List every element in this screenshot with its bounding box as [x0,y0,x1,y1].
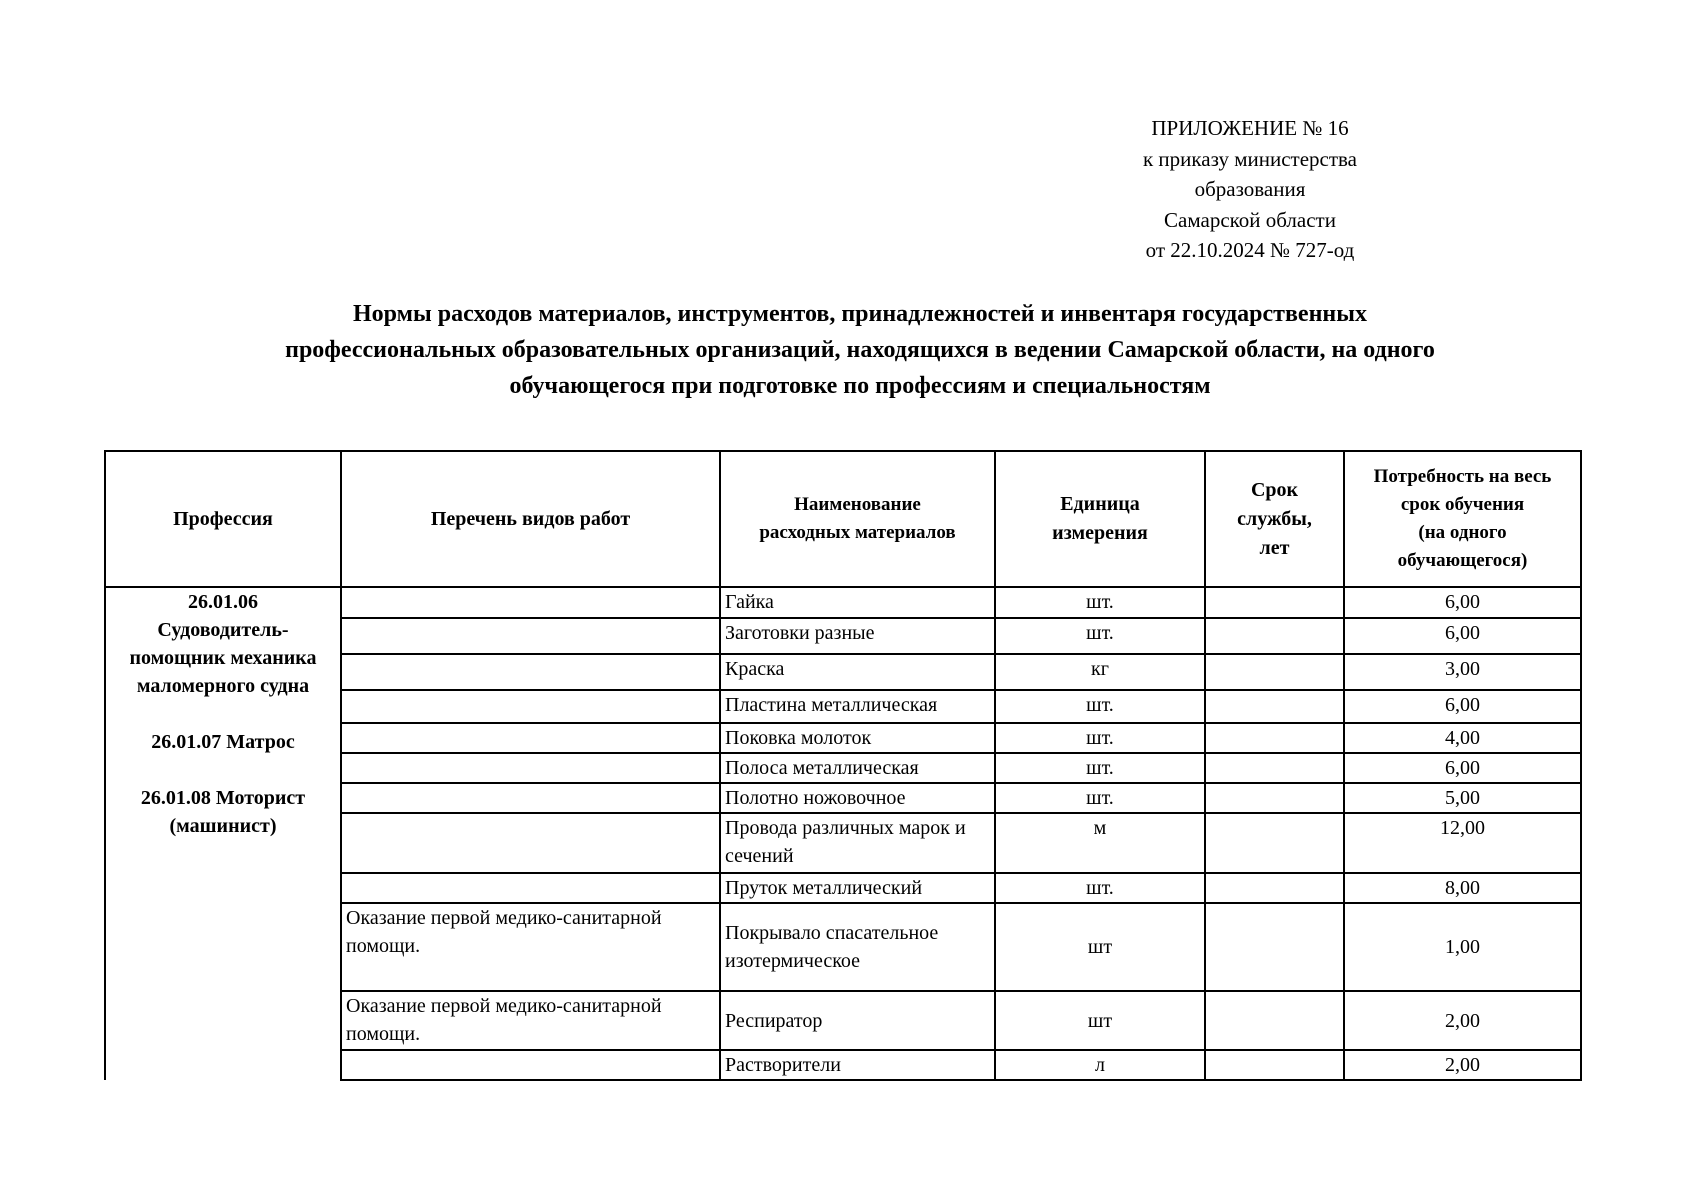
header-materials-line-2: расходных материалов [759,522,956,543]
header-need-line-4: обучающегося) [1397,550,1528,571]
work-cell: Оказание первой медико-санитарной помощи. [341,991,720,1050]
unit-cell: шт. [995,753,1205,783]
profession-name-1a: Судоводитель- [157,619,289,641]
work-cell [341,587,720,618]
material-cell: Провода различных марок и сечений [720,813,995,873]
profession-code-1: 26.01.06 [188,591,258,613]
material-cell: Заготовки разные [720,618,995,654]
profession-name-1c: маломерного судна [136,675,310,697]
unit-cell: шт. [995,618,1205,654]
unit-cell: шт. [995,587,1205,618]
need-cell: 3,00 [1344,654,1581,690]
header-need-line-2: срок обучения [1400,494,1525,515]
header-service-line-1: Срок [1250,478,1299,501]
material-cell: Поковка молоток [720,723,995,753]
material-cell: Пруток металлический [720,873,995,903]
document-title [100,296,1620,404]
material-cell: Растворители [720,1050,995,1080]
need-cell: 6,00 [1344,690,1581,723]
appendix-ministry-line: образования [1194,177,1306,201]
material-cell: Пластина металлическая [720,690,995,723]
profession-name-1b: помощник механика [129,647,317,669]
profession-2: 26.01.07 Матрос [151,731,295,753]
need-cell: 2,00 [1344,991,1581,1050]
material-cell: Респиратор [720,991,995,1050]
service-cell [1205,723,1344,753]
service-cell [1205,690,1344,723]
material-cell: Краска [720,654,995,690]
work-cell [341,753,720,783]
table-header-row [105,451,1581,587]
header-need-line-1: Потребность на весь [1373,466,1552,487]
material-cell: Полотно ножовочное [720,783,995,813]
header-need-line-3: (на одного [1418,522,1507,543]
unit-cell: шт. [995,723,1205,753]
service-cell [1205,873,1344,903]
work-cell [341,873,720,903]
need-cell: 8,00 [1344,873,1581,903]
header-work-types: Перечень видов работ [341,451,720,587]
unit-cell: кг [995,654,1205,690]
title-line-3: обучающегося при подготовке по профессиям и специальностям [509,373,1211,399]
appendix-region-line: Самарской области [1164,207,1336,232]
unit-cell: шт. [995,783,1205,813]
appendix-header [1100,113,1400,266]
need-cell: 12,00 [1344,813,1581,873]
title-line-2: профессиональных образовательных организаций, находящихся в ведении Самарской области, на одного [285,337,1435,363]
appendix-order-line: к приказу министерства [1142,146,1358,171]
service-cell [1205,813,1344,873]
norms-table [104,450,1582,1081]
work-cell [341,654,720,690]
header-unit-line-2: измерения [1052,522,1148,544]
header-materials-line-1: Наименование [794,494,921,515]
header-need [1344,451,1581,587]
service-cell [1205,1050,1344,1080]
work-cell: Оказание первой медико-санитарной помощи. [341,903,720,991]
service-cell [1205,618,1344,654]
unit-cell: м [995,813,1205,873]
header-service-line-2: службы, [1237,507,1312,530]
unit-cell: л [995,1050,1205,1080]
work-cell [341,690,720,723]
header-profession: Профессия [105,451,341,587]
need-cell: 6,00 [1344,753,1581,783]
work-cell [341,783,720,813]
need-cell: 1,00 [1344,903,1581,991]
service-cell [1205,753,1344,783]
work-cell [341,618,720,654]
need-cell: 5,00 [1344,783,1581,813]
header-service-line-3: лет [1259,536,1290,559]
profession-3a: 26.01.08 Моторист [140,787,306,809]
service-cell [1205,587,1344,618]
service-cell [1205,991,1344,1050]
profession-cell [105,587,341,1080]
unit-cell: шт [995,903,1205,991]
header-service-life [1205,451,1344,587]
service-cell [1205,903,1344,991]
title-line-1: Нормы расходов материалов, инструментов, принадлежностей и инвентаря государственных [353,301,1367,327]
appendix-date-line: от 22.10.2024 № 727-од [1145,238,1355,262]
unit-cell: шт [995,991,1205,1050]
unit-cell: шт. [995,690,1205,723]
header-unit-line-1: Единица [1060,493,1140,515]
work-cell [341,723,720,753]
profession-3b: (машинист) [169,815,277,837]
work-cell [341,813,720,873]
need-cell: 2,00 [1344,1050,1581,1080]
material-cell: Полоса металлическая [720,753,995,783]
header-materials [720,451,995,587]
service-cell [1205,654,1344,690]
material-cell: Покрывало спасательное изотермическое [720,903,995,991]
unit-cell: шт. [995,873,1205,903]
need-cell: 4,00 [1344,723,1581,753]
service-cell [1205,783,1344,813]
table-row [105,587,1581,618]
need-cell: 6,00 [1344,618,1581,654]
appendix-number: ПРИЛОЖЕНИЕ № 16 [1151,116,1349,140]
work-cell [341,1050,720,1080]
header-unit [995,451,1205,587]
material-cell: Гайка [720,587,995,618]
need-cell: 6,00 [1344,587,1581,618]
